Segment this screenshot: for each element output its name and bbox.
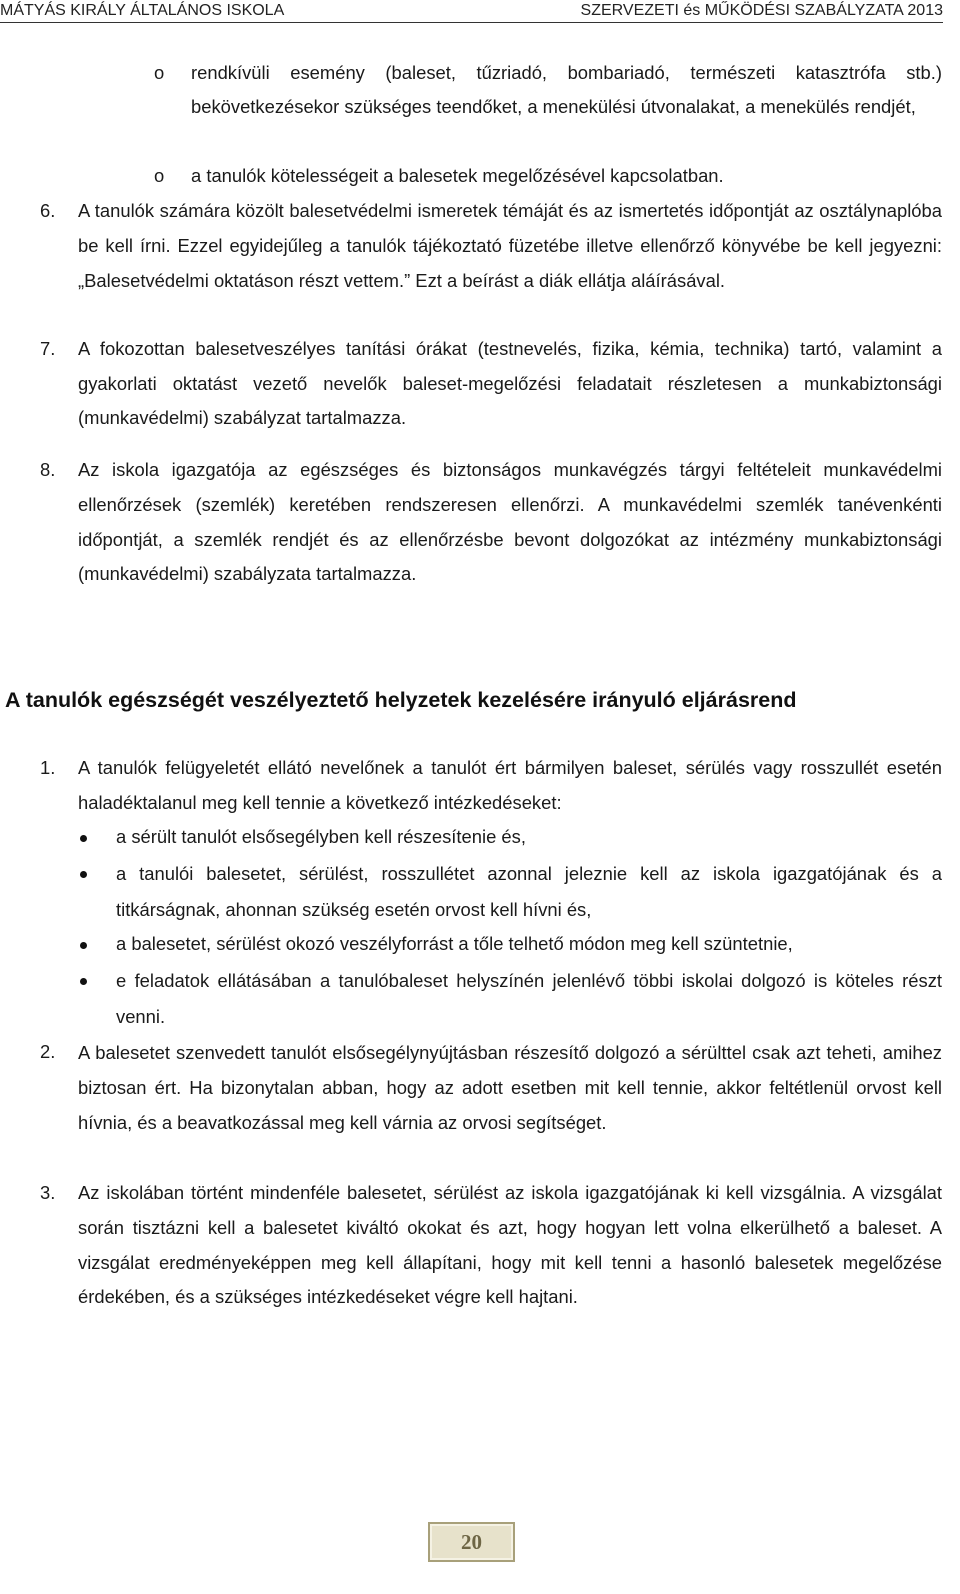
section-item-text: Az iskolában történt mindenféle balesetet, sérülést az iskola igazgatójának ki kell vizsgálnia. A vizsgálat során tisztázni kell a balesetet kiváltó okokat és azt, hogy hogyan lett volna elkerülhető a baleset. A vizsgálat eredményeképpen meg kell állapítani, hogy mit kell tenni a hasonló balesetek megelőzése érdekében, és a szükséges intézkedéseket végre kell hajtani.: [78, 1182, 942, 1308]
bullet-text: a balesetet, sérülést okozó veszélyforrást a tőle telhető módon meg kell szüntetnie,: [116, 933, 793, 954]
subitem-marker: o: [154, 165, 165, 186]
bullet-text: e feladatok ellátásában a tanulóbaleset helyszínén jelenlévő többi iskolai dolgozó is köteles részt venni.: [116, 970, 942, 1027]
section-item-number: 1.: [40, 757, 56, 778]
section-item-text: A tanulók felügyeletét ellátó nevelőnek a tanulót ért bármilyen baleset, sérülés vagy rosszullét esetén haladéktalanul meg kell tennie a következő intézkedéseket:: [78, 757, 942, 813]
bullet-icon: [80, 942, 87, 949]
section-item-number: 2.: [40, 1041, 56, 1062]
item-number: 8.: [40, 459, 56, 480]
section-heading: A tanulók egészségét veszélyeztető helyzetek kezelésére irányuló eljárásrend: [5, 688, 797, 712]
bullet-text: a sérült tanulót elsősegélyben kell részesítenie és,: [116, 826, 526, 847]
bullet-text: a tanulói balesetet, sérülést, rosszullétet azonnal jeleznie kell az iskola igazgatójának és a titkárságnak, ahonnan szükség esetén orvost kell hívni és,: [116, 863, 942, 920]
item-number: 7.: [40, 338, 56, 359]
item-number: 6.: [40, 200, 56, 221]
running-header: [0, 0, 943, 23]
bullet-icon: [80, 871, 87, 878]
subitem-text: rendkívüli esemény (baleset, tűzriadó, bombariadó, természeti katasztrófa stb.) bekövetkezésekor szükséges teendőket, a menekülési útvonalakat, a menekülés rendjét,: [191, 62, 942, 117]
bullet-icon: [80, 835, 87, 842]
item-text: A fokozottan balesetveszélyes tanítási órákat (testnevelés, fizika, kémia, technika) tartó, valamint a gyakorlati oktatást vezető nevelők baleset-megelőzési feladatait részletesen a munkabiztonsági (munkavédelmi) szabályzat tartalmazza.: [78, 338, 942, 428]
page-number: 20: [428, 1522, 515, 1562]
item-text: A tanulók számára közölt balesetvédelmi ismeretek témáját és az ismertetés időpontját az osztálynaplóba be kell írni. Ezzel egyidejűleg a tanulók tájékoztató füzetébe illetve ellenőrző könyvébe be kell jegyezni: „Balesetvédelmi oktatáson részt vettem.” Ezt a beírást a diák ellátja aláírásával.: [78, 200, 942, 291]
subitem-text: a tanulók kötelességeit a balesetek megelőzésével kapcsolatban.: [191, 165, 724, 186]
section-item-text: A balesetet szenvedett tanulót elsősegélynyújtásban részesítő dolgozó a sérülttel csak azt teheti, amihez biztosan ért. Ha bizonytalan abban, hogy az adott esetben mit kell tennie, akkor feltétlenül orvost kell hívnia, és a beavatkozással meg kell várnia az orvosi segítséget.: [78, 1042, 942, 1133]
bullet-icon: [80, 978, 87, 985]
item-text: Az iskola igazgatója az egészséges és biztonságos munkavégzés tárgyi feltételeit munkavédelmi ellenőrzések (szemlék) keretében rendszeresen ellenőrzi. A munkavédelmi szemlék tanévenkénti időpontját, a szemlék rendjét és az ellenőrzésbe bevont dolgozókat az intézmény munkabiztonsági (munkavédelmi) szabályzata tartalmazza.: [78, 459, 942, 585]
section-item-number: 3.: [40, 1182, 56, 1203]
subitem-marker: o: [154, 62, 165, 83]
header-document-title: SZERVEZETI és MŰKÖDÉSI SZABÁLYZATA 2013: [580, 2, 943, 19]
header-school-name: MÁTYÁS KIRÁLY ÁLTALÁNOS ISKOLA: [0, 2, 285, 19]
